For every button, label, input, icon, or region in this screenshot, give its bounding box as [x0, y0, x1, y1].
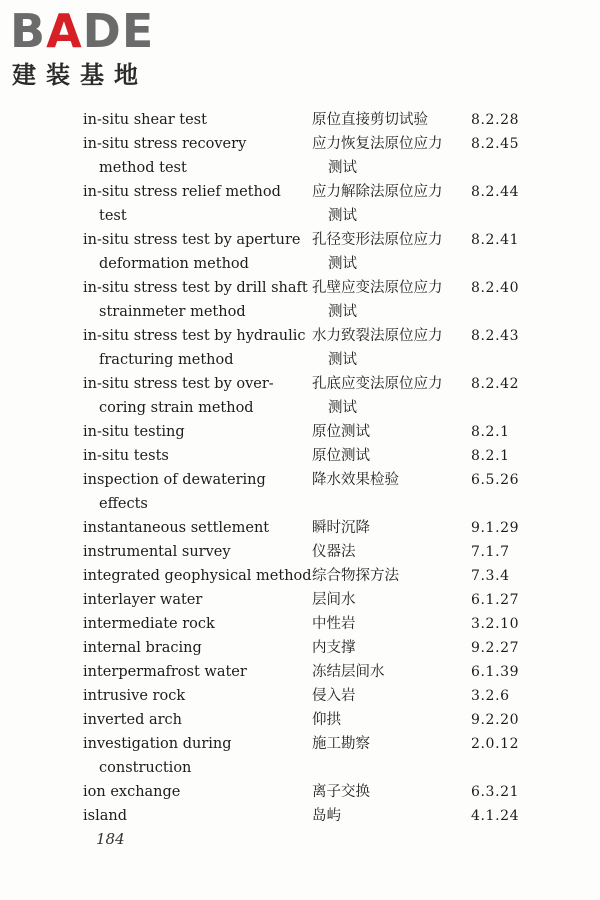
english-term	[83, 324, 305, 372]
chinese-term-line: 水力致裂法原位应力	[312, 328, 443, 344]
chinese-term	[312, 804, 462, 828]
clause-number: 8.2.40	[471, 280, 520, 296]
clause-number: 8.2.28	[471, 112, 520, 128]
chinese-term	[312, 132, 462, 180]
clause-number: 8.2.44	[471, 184, 520, 200]
english-term	[83, 540, 305, 564]
chinese-term-line: 仪器法	[312, 544, 356, 560]
english-term-line: inverted arch	[83, 712, 183, 728]
chinese-term	[312, 180, 462, 228]
clause-number: 6.1.27	[471, 592, 520, 608]
clause-number: 8.2.45	[471, 136, 520, 152]
clause-number: 6.3.21	[471, 784, 520, 800]
chinese-term-line: 离子交换	[312, 784, 370, 800]
chinese-term	[312, 516, 462, 540]
chinese-term	[312, 108, 462, 132]
english-term-line: in-situ stress test by aperture	[83, 232, 301, 248]
glossary-entry	[0, 636, 600, 660]
glossary-entry	[0, 228, 600, 276]
chinese-term	[312, 780, 462, 804]
english-term-line: instantaneous settlement	[83, 520, 270, 536]
english-term-line: in-situ stress recovery	[83, 136, 247, 152]
english-term-line: in-situ testing	[83, 424, 185, 440]
english-term	[83, 612, 305, 636]
english-term-line: in-situ shear test	[83, 112, 207, 128]
chinese-term-line: 施工勘察	[312, 736, 370, 752]
chinese-term	[312, 228, 462, 276]
english-term	[83, 276, 308, 324]
chinese-term	[312, 372, 462, 420]
clause-number: 3.2.10	[471, 616, 520, 632]
english-term	[83, 132, 305, 180]
english-term	[83, 180, 305, 228]
english-term-line: effects	[99, 496, 148, 512]
english-term-line: coring strain method	[99, 400, 254, 416]
chinese-term	[312, 732, 462, 756]
chinese-term	[312, 468, 462, 492]
chinese-term-line: 中性岩	[312, 616, 356, 632]
english-term-line: in-situ tests	[83, 448, 169, 464]
chinese-term	[312, 612, 462, 636]
clause-number: 8.2.1	[471, 448, 510, 464]
clause-number: 2.0.12	[471, 736, 520, 752]
chinese-term-line: 测试	[328, 256, 357, 272]
glossary-entry	[0, 372, 600, 420]
chinese-term-line: 瞬时沉降	[312, 520, 370, 536]
english-term-line: internal bracing	[83, 640, 202, 656]
chinese-term-line: 孔径变形法原位应力	[312, 232, 443, 248]
english-term	[83, 588, 305, 612]
clause-number: 8.2.1	[471, 424, 510, 440]
glossary-entry	[0, 684, 600, 708]
logo-subtitle: 建装基地	[12, 61, 148, 89]
english-term	[83, 468, 305, 516]
english-term-line: interlayer water	[83, 592, 203, 608]
chinese-term-line: 降水效果检验	[312, 472, 399, 488]
clause-number: 8.2.42	[471, 376, 520, 392]
english-term-line: deformation method	[99, 256, 249, 272]
glossary-entry	[0, 612, 600, 636]
english-term	[83, 228, 305, 276]
chinese-term	[312, 636, 462, 660]
english-term	[83, 708, 305, 732]
english-term	[83, 636, 305, 660]
chinese-term-line: 侵入岩	[312, 688, 356, 704]
chinese-term	[312, 708, 462, 732]
glossary-entry	[0, 588, 600, 612]
chinese-term-line: 原位测试	[312, 424, 370, 440]
english-term	[83, 108, 305, 132]
english-term-line: in-situ stress relief method	[83, 184, 281, 200]
english-term	[83, 444, 305, 468]
clause-number: 8.2.43	[471, 328, 520, 344]
glossary-entry	[0, 540, 600, 564]
english-term-line: in-situ stress test by hydraulic	[83, 328, 306, 344]
chinese-term-line: 测试	[328, 208, 357, 224]
english-term-line: intermediate rock	[83, 616, 215, 632]
glossary-entry	[0, 516, 600, 540]
clause-number: 4.1.24	[471, 808, 520, 824]
clause-number: 9.1.29	[471, 520, 520, 536]
chinese-term	[312, 540, 462, 564]
chinese-term-line: 原位直接剪切试验	[312, 112, 428, 128]
chinese-term-line: 综合物探方法	[312, 568, 399, 584]
chinese-term-line: 测试	[328, 352, 357, 368]
glossary-entry	[0, 108, 600, 132]
english-term-line: investigation during	[83, 736, 232, 752]
chinese-term-line: 岛屿	[312, 808, 341, 824]
chinese-term-line: 孔底应变法原位应力	[312, 376, 443, 392]
english-term-line: in-situ stress test by drill shaft	[83, 280, 308, 296]
glossary-entry	[0, 804, 600, 828]
glossary-entry	[0, 564, 600, 588]
english-term	[83, 780, 305, 804]
english-term	[83, 804, 305, 828]
chinese-term	[312, 660, 462, 684]
clause-number: 8.2.41	[471, 232, 520, 248]
chinese-term-line: 内支撑	[312, 640, 356, 656]
english-term-line: inspection of dewatering	[83, 472, 266, 488]
chinese-term-line: 孔壁应变法原位应力	[312, 280, 443, 296]
english-term-line: construction	[99, 760, 192, 776]
glossary-entry	[0, 780, 600, 804]
logo-wordmark: BADE	[10, 4, 155, 58]
english-term-line: test	[99, 208, 127, 224]
chinese-term	[312, 276, 462, 324]
chinese-term	[312, 420, 462, 444]
english-term	[83, 420, 305, 444]
glossary-entry	[0, 732, 600, 780]
glossary-entry	[0, 180, 600, 228]
chinese-term	[312, 564, 462, 588]
english-term-line: interpermafrost water	[83, 664, 247, 680]
logo-accent-letter: A	[46, 4, 83, 58]
english-term	[83, 564, 312, 588]
chinese-term-line: 层间水	[312, 592, 356, 608]
glossary-entry	[0, 276, 600, 324]
english-term	[83, 684, 305, 708]
chinese-term-line: 应力恢复法原位应力	[312, 136, 443, 152]
english-term-line: instrumental survey	[83, 544, 231, 560]
english-term	[83, 516, 305, 540]
english-term	[83, 660, 305, 684]
clause-number: 9.2.27	[471, 640, 520, 656]
english-term-line: island	[83, 808, 127, 824]
chinese-term-line: 测试	[328, 400, 357, 416]
english-term-line: strainmeter method	[99, 304, 246, 320]
english-term-line: intrusive rock	[83, 688, 186, 704]
brand-logo	[10, 6, 180, 90]
page-number: 184	[96, 830, 125, 848]
chinese-term-line: 原位测试	[312, 448, 370, 464]
english-term-line: in-situ stress test by over-	[83, 376, 274, 392]
english-term-line: method test	[99, 160, 187, 176]
glossary-entry	[0, 708, 600, 732]
glossary-entry	[0, 468, 600, 516]
english-term	[83, 372, 305, 420]
clause-number: 9.2.20	[471, 712, 520, 728]
glossary-entry	[0, 444, 600, 468]
english-term-line: ion exchange	[83, 784, 181, 800]
chinese-term-line: 测试	[328, 160, 357, 176]
clause-number: 3.2.6	[471, 688, 510, 704]
glossary-entry	[0, 420, 600, 444]
english-term-line: fracturing method	[99, 352, 234, 368]
english-term-line: integrated geophysical method	[83, 568, 312, 584]
glossary-index	[0, 108, 600, 828]
chinese-term-line: 仰拱	[312, 712, 341, 728]
glossary-entry	[0, 132, 600, 180]
chinese-term	[312, 444, 462, 468]
chinese-term	[312, 324, 462, 372]
chinese-term-line: 测试	[328, 304, 357, 320]
chinese-term-line: 应力解除法原位应力	[312, 184, 443, 200]
english-term	[83, 732, 305, 780]
glossary-entry	[0, 324, 600, 372]
clause-number: 7.1.7	[471, 544, 510, 560]
chinese-term-line: 冻结层间水	[312, 664, 385, 680]
glossary-entry	[0, 660, 600, 684]
clause-number: 6.5.26	[471, 472, 520, 488]
chinese-term	[312, 588, 462, 612]
clause-number: 6.1.39	[471, 664, 520, 680]
chinese-term	[312, 684, 462, 708]
clause-number: 7.3.4	[471, 568, 510, 584]
